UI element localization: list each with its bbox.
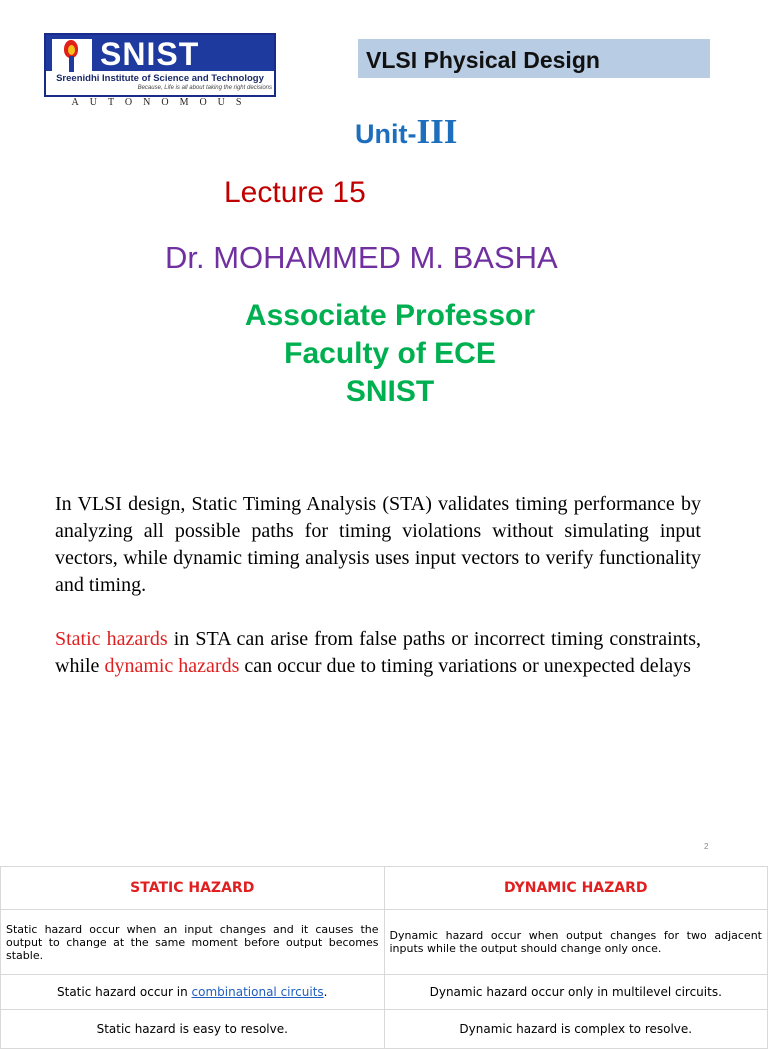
logo-tagline: Because, Life is all about taking the right decisions <box>137 85 272 91</box>
static-hazards-term: Static hazards <box>55 628 168 650</box>
lecturer-department: Faculty of ECE <box>284 337 496 370</box>
cell-static-occurrence <box>1 975 385 1010</box>
logo-banner <box>46 35 274 71</box>
sta-paragraph: In VLSI design, Static Timing Analysis (STA) validates timing performance by analyzing all possible paths for timing violations without simulating input vectors, while dynamic timing analysis uses input vectors to verify functionality and timing. <box>55 493 701 596</box>
cell-static-definition: Static hazard occur when an input changes and it causes the output to change at the same moment before output becomes stable. <box>1 910 385 975</box>
page-number: 2 <box>704 842 709 851</box>
lecturer-designation: Associate Professor <box>244 299 536 332</box>
course-title: VLSI Physical Design <box>366 47 600 73</box>
torch-icon <box>52 39 92 73</box>
table-row <box>1 1010 768 1049</box>
hazards-text-2: can occur due to timing variations or unexpected delays <box>239 655 691 677</box>
logo-institute-name: Sreenidhi Institute of Science and Technology <box>56 73 264 84</box>
logo-wordmark: SNIST <box>100 36 200 72</box>
hazard-comparison-table <box>0 866 768 1049</box>
lecture-number: Lecture 15 <box>224 176 366 209</box>
lecturer-name: Dr. MOHAMMED M. BASHA <box>165 240 558 275</box>
table-header-row <box>1 867 768 910</box>
header-dynamic-hazard: DYNAMIC HAZARD <box>384 867 768 910</box>
hazards-text-1: in STA can arise from false paths or incorrect timing constraints, while <box>55 628 701 677</box>
hazards-paragraph <box>55 626 701 680</box>
unit-prefix: Unit- <box>355 119 417 149</box>
header-static-hazard: STATIC HAZARD <box>1 867 385 910</box>
table-row <box>1 910 768 975</box>
cell-static-resolution: Static hazard is easy to resolve. <box>1 1010 385 1049</box>
cell-dynamic-occurrence: Dynamic hazard occur only in multilevel circuits. <box>384 975 768 1010</box>
lecturer-institution: SNIST <box>345 375 435 408</box>
cell-dynamic-resolution: Dynamic hazard is complex to resolve. <box>384 1010 768 1049</box>
course-title-box <box>358 39 710 78</box>
unit-heading <box>355 112 457 152</box>
unit-number: III <box>416 112 458 151</box>
combinational-circuits-link[interactable]: combinational circuits <box>191 985 324 999</box>
autonomous-label: AUTONOMOUS <box>71 97 253 108</box>
static-occurrence-prefix: Static hazard occur in <box>57 985 192 999</box>
static-occurrence-suffix: . <box>323 985 328 999</box>
table-row <box>1 975 768 1010</box>
cell-dynamic-definition: Dynamic hazard occur when output changes for two adjacent inputs while the output should change only once. <box>384 910 768 975</box>
snist-logo <box>44 33 276 97</box>
dynamic-hazards-term: dynamic hazards <box>104 655 240 677</box>
